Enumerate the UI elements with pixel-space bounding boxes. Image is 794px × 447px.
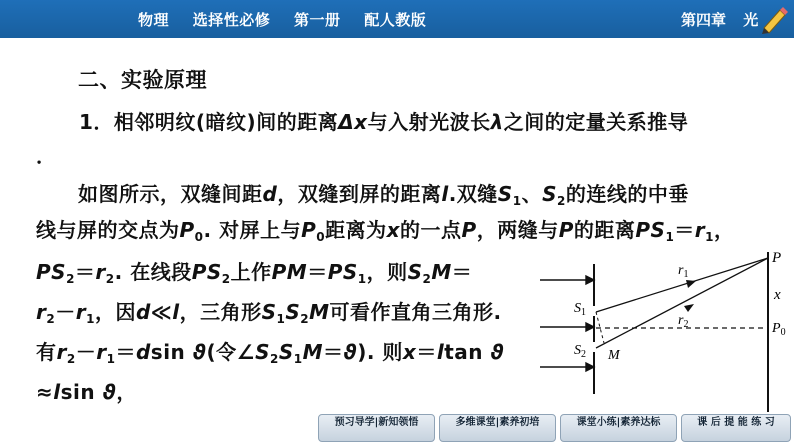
chapter-number: 第四章 xyxy=(681,11,727,29)
body-line-3: $PS_2=r_2$. 在线段$PS_2$上作$PM=PS_1$，则$S_2M=$ xyxy=(36,260,473,286)
label-x: x xyxy=(774,287,781,303)
edition-label: 配人教版 xyxy=(364,11,427,29)
nav-practice-button[interactable]: 课堂小练|素养达标 xyxy=(560,414,677,442)
label-M: M xyxy=(608,348,620,363)
course-label: 选择性必修 xyxy=(192,11,271,29)
double-slit-diagram xyxy=(536,244,794,414)
body-line-6: ≈lsin ϑ， xyxy=(36,380,137,404)
label-P0: $P_0$ xyxy=(772,321,786,338)
label-S1: $S_1$ xyxy=(574,301,586,318)
section-title: 二、实验原理 xyxy=(78,68,207,92)
paragraph-1-end: ． xyxy=(36,144,57,168)
label-S2: $S_2$ xyxy=(574,343,586,360)
body-line-1: 如图所示，双缝间距d，双缝到屏的距离l.双缝$S_1$、$S_2$的连线的中垂 xyxy=(78,182,689,208)
label-P: P xyxy=(772,250,782,266)
label-r2: $r_2$ xyxy=(678,313,689,330)
chapter-title: 光 xyxy=(743,11,759,29)
nav-preview-button[interactable]: 预习导学|新知领悟 xyxy=(318,414,435,442)
volume-label: 第一册 xyxy=(294,11,341,29)
paragraph-1-heading: 1．相邻明纹(暗纹)间的距离Δx与入射光波长λ之间的定量关系推导 xyxy=(79,110,689,134)
body-line-2: 线与屏的交点为$P_0$. 对屏上与$P_0$距离为x的一点P，两缝与P的距离$PS_1=r_1$， xyxy=(36,218,735,244)
body-line-5: 有$r_2-r_1=dsin$ ϑ(令$\angle S_2S_1M=ϑ$). 则x＝ltan ϑ xyxy=(36,340,505,366)
body-line-4: $r_2-r_1$，因d≪l，三角形$S_1S_2M$可看作直角三角形. xyxy=(36,300,502,326)
subject-label: 物理 xyxy=(138,11,170,29)
nav-classroom-button[interactable]: 多维课堂|素养初培 xyxy=(439,414,556,442)
label-r1: $r_1$ xyxy=(678,263,689,280)
nav-homework-button[interactable]: 课 后 提 能 练 习 xyxy=(681,414,791,442)
